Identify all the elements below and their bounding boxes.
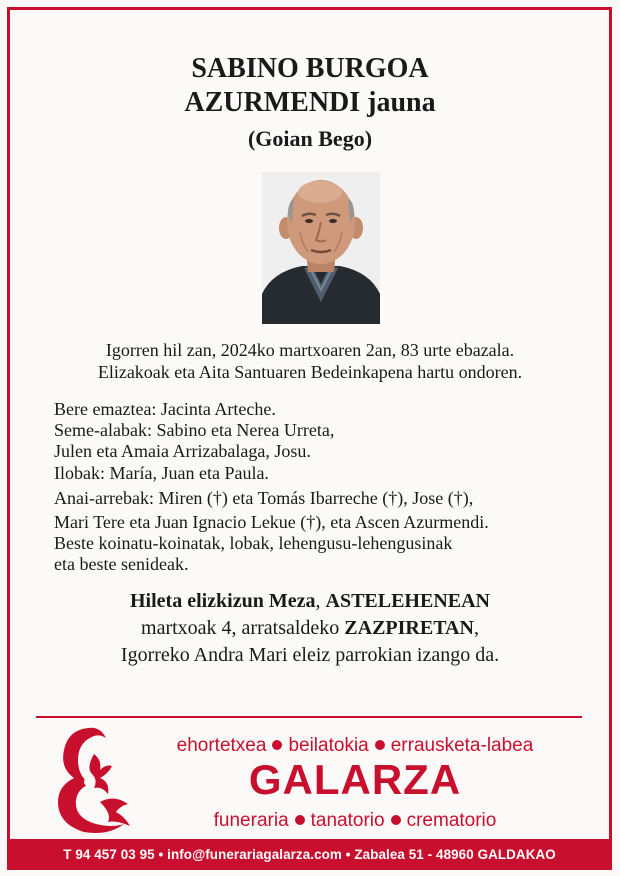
service-item: ehortetxea (176, 735, 267, 756)
family-line: Beste koinatu-koinatak, lobak, lehengusu-lehengusinak (54, 533, 453, 553)
bullet-icon (375, 740, 385, 750)
service-item: funeraria (213, 810, 289, 831)
funeral-mass-title: Hileta elizkizun Meza (129, 590, 316, 612)
service-item: beilatokia (288, 735, 369, 756)
funeral-mass-separator: , (315, 590, 326, 612)
galarza-logo-icon (50, 724, 136, 836)
rest-in-peace-caption: (Goian Bego) (247, 126, 373, 151)
death-info-line2: Elizakoak eta Aita Santuaren Bedeinkapena hartu ondoren. (97, 362, 523, 382)
deceased-name-line1: SABINO BURGOA (191, 53, 429, 84)
brand-name: GALARZA (248, 756, 462, 803)
deceased-name-line2: AZURMENDI jauna (184, 87, 436, 118)
bullet-icon (272, 740, 282, 750)
brand-services-spanish (125, 810, 585, 832)
contact-footer (7, 839, 612, 870)
bullet-icon (391, 815, 401, 825)
family-line: Mari Tere eta Juan Ignacio Lekue (†), eta Ascen Azurmendi. (54, 512, 489, 532)
brand-services-basque (125, 735, 585, 757)
family-line: Bere emaztea: Jacinta Arteche. (54, 399, 276, 419)
deceased-portrait (262, 172, 380, 324)
funeral-mass-comma: , (473, 617, 479, 639)
funeral-mass-day: ASTELEHENEAN (325, 590, 490, 612)
contact-text: T 94 457 03 95 • info@funerariagalarza.com • Zabalea 51 - 48960 GALDAKAO (63, 847, 556, 862)
divider-rule (36, 716, 582, 718)
family-line: Julen eta Amaia Arrizabalaga, Josu. (54, 441, 311, 461)
service-item: tanatorio (310, 810, 385, 831)
funeral-mass-date: martxoak 4, arratsaldeko (141, 617, 345, 639)
funeral-mass-line2 (0, 617, 620, 639)
family-line: Ilobak: María, Juan eta Paula. (54, 463, 269, 483)
bullet-icon (295, 815, 305, 825)
family-line: Seme-alabak: Sabino eta Nerea Urreta, (54, 420, 335, 440)
funeral-mass-line3: Igorreko Andra Mari eleiz parrokian izango da. (120, 644, 500, 666)
funeral-mass-line1 (0, 590, 620, 612)
family-line: eta beste senideak. (54, 554, 189, 574)
death-info-line1: Igorren hil zan, 2024ko martxoaren 2an, 83 urte ebazala. (105, 340, 515, 360)
funeral-mass-time: ZAZPIRETAN (344, 617, 474, 639)
service-item: errausketa-labea (390, 735, 534, 756)
family-line: Anai-arrebak: Miren (†) eta Tomás Ibarreche (†), Jose (†), (54, 488, 474, 508)
service-item: crematorio (406, 810, 497, 831)
